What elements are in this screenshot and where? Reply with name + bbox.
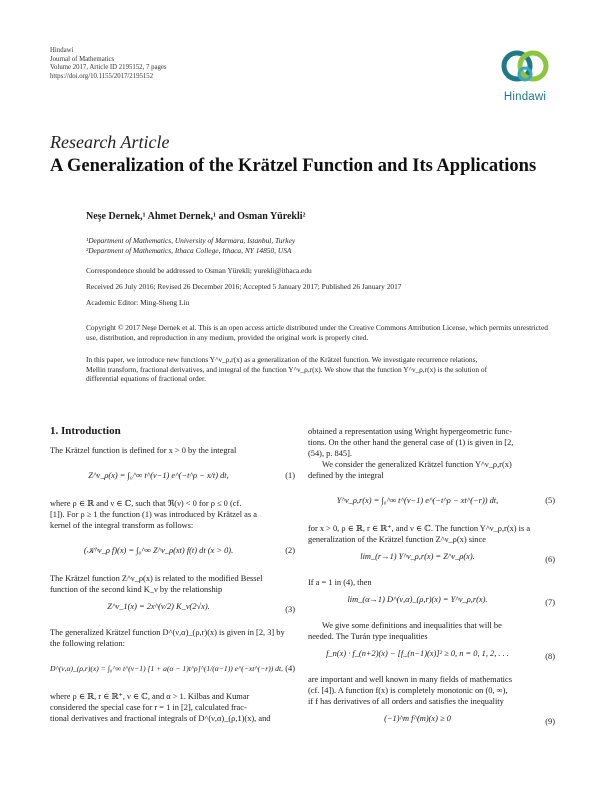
affiliation-1: ¹Department of Mathematics, University of Marmara, Istanbul, Turkey — [86, 236, 296, 245]
article-title: A Generalization of the Krätzel Function and Its Applications — [50, 156, 537, 176]
equation-body: Y^ν_ρ,r(x) = ∫₀^∞ t^(ν−1) e^(−t^ρ − xt^(−r)) dt, — [336, 496, 499, 505]
author-list: Neşe Dernek,¹ Ahmet Dernek,¹ and Osman Yürekli² — [86, 211, 306, 222]
doi-link[interactable]: https://doi.org/10.1155/2017/2195152 — [50, 72, 154, 80]
equation-body: lim_(r→1) Y^ν_ρ,r(x) = Z^ν_ρ(x). — [360, 552, 475, 561]
equation-body: (−1)^m f^(m)(x) ≥ 0 — [384, 714, 451, 723]
abstract-line: In this paper, we introduce new functions Y^ν_ρ,r(x) as a generalization of the Krätzel function. We investigate recurrence relations, — [86, 355, 478, 364]
paragraph-line: for x > 0, ρ ∈ ℝ, r ∈ ℝ⁺, and ν ∈ ℂ. The function Y^ν_ρ,r(x) is a — [308, 524, 531, 533]
publication-dates: Received 26 July 2016; Revised 26 December 2016; Accepted 5 January 2017; Published 26 January 2017 — [86, 282, 402, 291]
paragraph-line: If a = 1 in (4), then — [308, 578, 372, 587]
paragraph-line: where ρ ∈ ℝ, r ∈ ℝ⁺, ν ∈ ℂ, and α > 1. Kilbas and Kumar — [50, 692, 250, 701]
equation-body: lim_(α→1) D^(ν,α)_(ρ,r)(x) = Y^ν_ρ,r(x). — [347, 595, 488, 604]
paragraph-line: where ρ ∈ ℝ and ν ∈ ℂ, such that ℜ(ν) < 0 for ρ ≤ 0 (cf. — [50, 499, 242, 508]
paragraph-line: (cf. [4]). A function f(x) is completely monotonic on (0, ∞), — [308, 686, 508, 695]
paragraph-line: function of the second kind K_ν by the relationship — [50, 585, 223, 594]
paragraph-line: (54), p. 845]. — [308, 449, 352, 458]
logo-text: Hindawi — [503, 91, 547, 103]
paragraph-line: [1]). For ρ ≥ 1 the function (1) was introduced by Krätzel as a — [50, 510, 257, 519]
right-column — [308, 426, 555, 739]
abstract-line: differential equations of fractional order. — [86, 374, 206, 384]
journal-info — [50, 47, 167, 81]
equation-number: (4) — [285, 664, 295, 673]
equation-number: (5) — [545, 496, 555, 505]
equation-body: Z^ν_ρ(x) = ∫₀^∞ t^(ν−1) e^(−t^ρ − x/t) dt, — [88, 471, 229, 480]
equation-number: (1) — [285, 471, 295, 480]
paragraph-line: generalization of the Krätzel function Z^ν_ρ(x) since — [308, 535, 486, 544]
publisher-name: Hindawi — [50, 47, 74, 54]
paragraph-line: needed. The Turán type inequalities — [308, 632, 428, 641]
paragraph-line: considered the special case for r = 1 in [2], calculated frac- — [50, 703, 247, 712]
volume-line: Volume 2017, Article ID 2195152, 7 pages — [50, 64, 167, 72]
equation-body: Z^ν_1(x) = 2x^(ν/2) K_ν(2√x). — [107, 602, 210, 611]
equation-9 — [308, 713, 555, 733]
affiliation-2: ²Department of Mathematics, Ithaca College, Ithaca, NY 14850, USA — [86, 245, 292, 255]
correspondence: Correspondence should be addressed to Osman Yürekli; yurekli@ithaca.edu — [86, 266, 312, 275]
left-column — [50, 426, 295, 724]
hindawi-logo-icon — [495, 44, 555, 90]
equation-5 — [308, 487, 555, 517]
paragraph-line: We consider the generalized Krätzel function Y^ν_ρ,r(x) — [322, 460, 512, 469]
paragraph-line: The generalized Krätzel function D^(ν,α)_(ρ,r)(x) is given in [2, 3] by — [50, 628, 285, 637]
paragraph-line: tional derivatives and fractional integrals of D^(ν,α)_(ρ,1)(x), and — [50, 714, 271, 723]
equation-3 — [50, 601, 295, 621]
equation-number: (6) — [545, 555, 555, 564]
article-type: Research Article — [50, 132, 170, 152]
copyright-notice: Copyright © 2017 Neşe Dernek et al. This is an open access article distributed under the Creative Commons Attribution License, which permits unrestricted use, distribution, and reproduction in any medium, provided the original work is properly cited. — [86, 323, 548, 342]
equation-number: (9) — [545, 717, 555, 726]
academic-editor: Academic Editor: Ming-Sheng Liu — [86, 298, 190, 307]
paragraph-line: obtained a representation using Wright hypergeometric func- — [308, 427, 513, 436]
equation-number: (2) — [285, 546, 295, 555]
paragraph-line: We give some definitions and inequalities that will be — [322, 621, 502, 630]
paragraph-line: the following relation: — [50, 639, 125, 648]
hindawi-logo[interactable] — [495, 44, 555, 106]
equation-number: (8) — [545, 652, 555, 661]
equation-2 — [50, 537, 295, 567]
paragraph-line: The Krätzel function Z^ν_ρ(x) is related to the modified Bessel — [50, 574, 263, 583]
equation-body: f_n(x) · f_(n+2)(x) − [f_(n−1)(x)]² ≥ 0, n = 0, 1, 2, . . . — [326, 649, 509, 658]
journal-name: Journal of Mathematics — [50, 55, 115, 63]
equation-8 — [308, 648, 555, 668]
paragraph-line: tions. On the other hand the general case of (1) is given in [2, — [308, 438, 514, 447]
equation-body: D^(ν,α)_(ρ,r)(x) = ∫₀^∞ t^(ν−1) [1 + a(α − 1)t^ρ]^(1/(α−1)) e^(−xt^(−r)) dt, — [50, 664, 283, 673]
abstract-line: Mellin transform, fractional derivatives, and integral of the function Y^ν_ρ,r(x). We show that the function Y^ν_ρ,r(x) is the solution of — [86, 364, 488, 374]
equation-4 — [50, 655, 295, 685]
equation-number: (7) — [545, 598, 555, 607]
paragraph-line: kernel of the integral transform as follows: — [50, 521, 194, 530]
equation-1 — [50, 462, 295, 492]
paragraph-line: are important and well known in many fields of mathematics — [308, 675, 512, 684]
equation-number: (3) — [285, 605, 295, 614]
equation-6 — [308, 551, 555, 571]
equation-7 — [308, 594, 555, 614]
paragraph-line: if f has derivatives of all orders and satisfies the inequality — [308, 697, 504, 706]
abstract — [86, 355, 556, 384]
paragraph-line: The Krätzel function is defined for x > 0 by the integral — [50, 446, 237, 455]
equation-body: (𝒦^ν_ρ f)(x) = ∫₀^∞ Z^ν_ρ(xt) f(t) dt (x > 0). — [83, 546, 234, 555]
paragraph-line: defined by the integral — [308, 471, 384, 480]
affiliations — [86, 236, 295, 255]
section-heading: 1. Introduction — [50, 425, 121, 437]
